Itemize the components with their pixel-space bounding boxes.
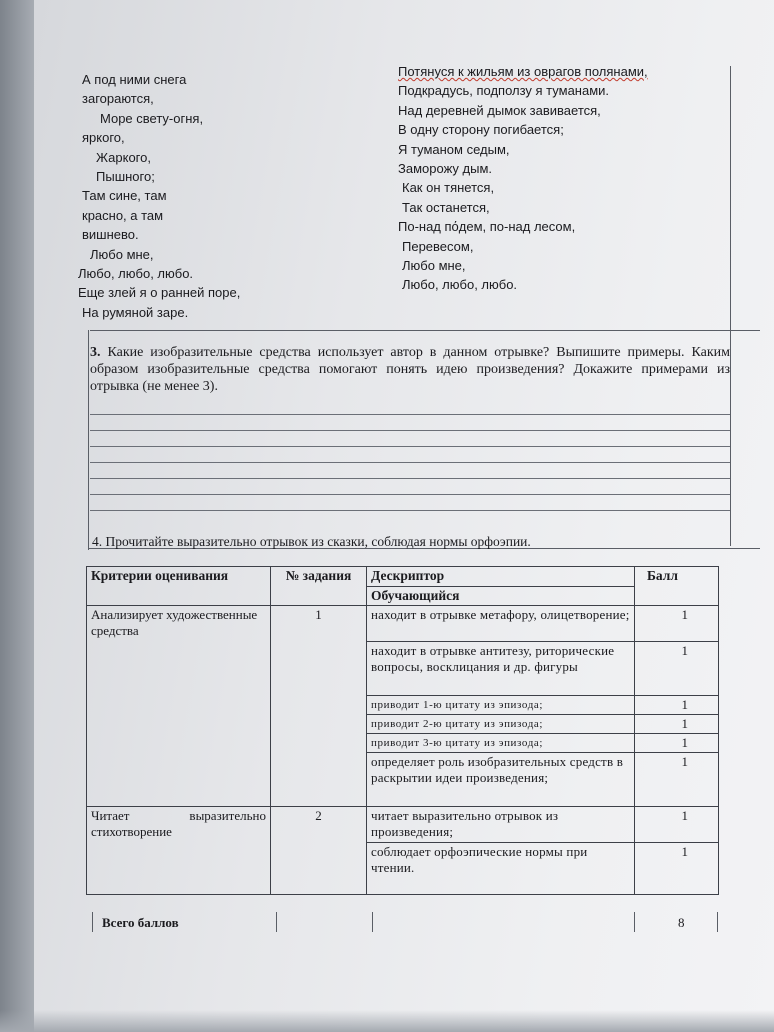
descriptor-text: приводит 2-ю цитату из эпизода; [367, 715, 635, 734]
descriptor-score: 1 [635, 734, 719, 753]
total-divider [276, 912, 277, 932]
descriptor-text: определяет роль изобразительных средств в раскрытии идеи произведения; [367, 753, 635, 807]
descriptor-score: 1 [635, 715, 719, 734]
poem-line: Любо, любо, любо. [78, 266, 194, 282]
background-left-edge [0, 0, 34, 1032]
total-right-border [717, 912, 718, 932]
header-score: Балл [635, 567, 719, 606]
answer-line[interactable] [90, 510, 730, 511]
descriptor-text: находит в отрывке метафору, олицетворение; [367, 606, 635, 642]
poem-line: Любо мне, [90, 246, 154, 262]
poem-line: Пышного; [96, 169, 155, 185]
total-value: 8 [678, 915, 685, 930]
descriptor-text: читает выразительно отрывок из произведения; [367, 807, 635, 843]
poem-line: Подкрадусь, подползу я туманами. [398, 83, 610, 99]
total-label: Всего баллов [102, 915, 179, 930]
answer-line[interactable] [90, 478, 730, 479]
descriptor-text: приводит 3-ю цитату из эпизода; [367, 734, 635, 753]
answer-line[interactable] [90, 462, 730, 463]
poem-line: Потянуся к жильям из оврагов полянами, [398, 64, 648, 79]
total-row [92, 912, 718, 932]
poem-line: В одну сторону погибается; [398, 122, 564, 138]
task-3-number: 3. [90, 345, 101, 360]
answer-line[interactable] [90, 430, 730, 431]
answer-line[interactable] [90, 446, 730, 447]
descriptor-score: 1 [635, 753, 719, 807]
header-descriptor-sub: Обучающийся [367, 587, 635, 606]
poem-line: Заморожу дым. [398, 161, 492, 177]
task-4-instruction: 4. Прочитайте выразительно отрывок из сказки, соблюдая нормы орфоэпии. [92, 534, 531, 549]
answer-line[interactable] [90, 414, 730, 415]
total-divider [634, 912, 635, 932]
poem-line: яркого, [82, 130, 125, 146]
poem-line: загораются, [82, 91, 154, 107]
assessment-table [86, 566, 719, 895]
criterion-name: Анализирует художественные средства [87, 606, 271, 807]
descriptor-text: находит в отрывке антитезу, риторические вопросы, восклицания и др. фигуры [367, 642, 635, 696]
header-task-number: № задания [271, 567, 367, 606]
answer-line[interactable] [90, 494, 730, 495]
task-3-question [90, 344, 730, 395]
table-row [87, 606, 719, 642]
poem-line: Там сине, там [82, 188, 167, 204]
poem-line: вишнево. [82, 227, 139, 243]
poem-line: На румяной заре. [82, 304, 189, 320]
total-left-border [92, 912, 93, 932]
criterion-task-number: 2 [271, 807, 367, 895]
frame-left-line [88, 330, 89, 550]
poem-line: По-над пόдем, по-над лесом, [398, 219, 576, 235]
descriptor-score: 1 [635, 807, 719, 843]
descriptor-score: 1 [635, 606, 719, 642]
poem-line: Любо мне, [402, 258, 466, 274]
frame-right-line [730, 66, 731, 546]
poem-line: Любо, любо, любо. [402, 277, 518, 293]
poem-line: красно, а там [82, 207, 164, 223]
poem-line: Я туманом седым, [398, 141, 510, 157]
criterion-name: Читает выразительно стихотворение [87, 807, 271, 895]
poem-left-column [78, 70, 241, 322]
poem-line: Так останется, [402, 199, 490, 215]
total-divider [372, 912, 373, 932]
descriptor-score: 1 [635, 642, 719, 696]
header-criteria: Критерии оценивания [87, 567, 271, 606]
criterion-task-number: 1 [271, 606, 367, 807]
descriptor-text: соблюдает орфоэпические нормы при чтении. [367, 843, 635, 895]
poem-line: А под ними снега [82, 72, 187, 87]
descriptor-score: 1 [635, 696, 719, 715]
table-row [87, 807, 719, 843]
bottom-shadow [0, 1010, 774, 1032]
poem-line: Жаркого, [96, 149, 151, 165]
poem-line: Еще злей я о ранней поре, [78, 285, 241, 301]
poem-line: Как он тянется, [402, 180, 495, 196]
poem-line: Перевесом, [402, 238, 474, 254]
poem-line: Море свету-огня, [100, 110, 204, 126]
header-descriptor: Дескриптор [367, 567, 635, 587]
task-3-text: Какие изобразительные средства использует автор в данном отрывке? Выпишите примеры. Каким образом изобразительные средства помогают понять идею произведения? Докажите примерами из отрывка (не менее 3). [90, 345, 730, 394]
descriptor-text: приводит 1-ю цитату из эпизода; [367, 696, 635, 715]
poem-line: Над деревней дымок завивается, [398, 102, 601, 118]
poem-right-column [398, 62, 648, 295]
descriptor-score: 1 [635, 843, 719, 895]
poem-divider [90, 330, 760, 331]
